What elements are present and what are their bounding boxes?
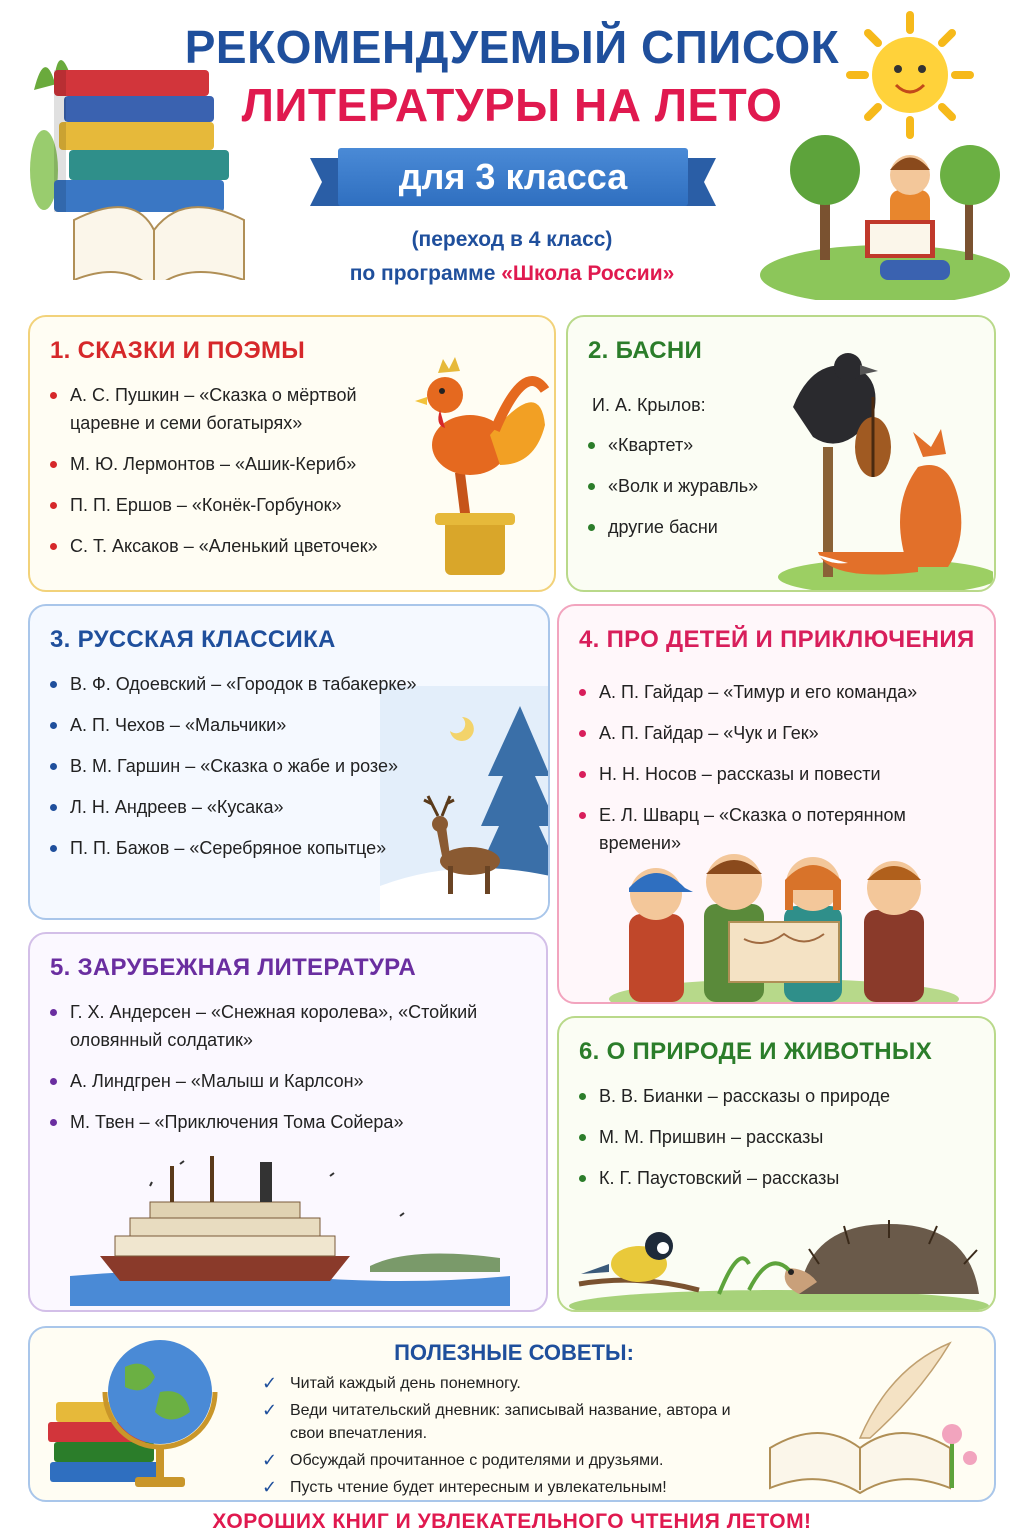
list-item: «Волк и журавль» (588, 472, 808, 500)
tip-text: Обсуждай прочитанное с родителями и друзьями. (290, 1452, 664, 1469)
checkmark-icon: ✓ (262, 1373, 278, 1393)
section-title: 5. ЗАРУБЕЖНАЯ ЛИТЕРАТУРА (50, 954, 417, 981)
section-fables (566, 315, 996, 592)
tips-title: ПОЛЕЗНЫЕ СОВЕТЫ: (394, 1340, 634, 1365)
checkmark-icon: ✓ (262, 1477, 278, 1497)
book-list (579, 1082, 979, 1205)
list-item: Е. Л. Шварц – «Сказка о потерянном времени» (579, 801, 969, 857)
book-list (588, 431, 808, 554)
section-title: 1. СКАЗКИ И ПОЭМЫ (50, 337, 306, 364)
section-foreign-literature (28, 932, 548, 1312)
titmouse-and-hedgehog-illustration (569, 1194, 989, 1310)
list-item: А. Линдгрен – «Малыш и Карлсон» (50, 1067, 510, 1095)
book-list (50, 381, 410, 573)
program-name: «Школа России» (501, 262, 675, 285)
tips-list (258, 1372, 758, 1502)
list-item: Л. Н. Андреев – «Кусака» (50, 793, 480, 821)
list-item: В. М. Гаршин – «Сказка о жабе и розе» (50, 752, 480, 780)
book-list (50, 998, 510, 1149)
steamboat-illustration (70, 1156, 510, 1306)
tip-text: Пусть чтение будет интересным и увлекательным! (290, 1479, 667, 1496)
list-item: «Квартет» (588, 431, 808, 459)
grade-ribbon: для 3 класса (338, 148, 688, 206)
tip-item (258, 1476, 758, 1499)
section-russian-classics (28, 604, 550, 920)
tip-item (258, 1372, 758, 1395)
section-title: 6. О ПРИРОДЕ И ЖИВОТНЫХ (579, 1038, 933, 1065)
list-item: П. П. Ершов – «Конёк-Горбунок» (50, 491, 410, 519)
page-title-line1: РЕКОМЕНДУЕМЫЙ СПИСОК (184, 21, 840, 73)
list-item: В. Ф. Одоевский – «Городок в табакерке» (50, 670, 480, 698)
list-item: Г. Х. Андерсен – «Снежная королева», «Стойкий оловянный солдатик» (50, 998, 510, 1054)
checkmark-icon: ✓ (262, 1450, 278, 1470)
list-item: А. П. Гайдар – «Чук и Гек» (579, 719, 969, 747)
tip-item (258, 1449, 758, 1472)
golden-rooster-illustration (400, 335, 550, 585)
list-item: Н. Н. Носов – рассказы и повести (579, 760, 969, 788)
tip-text: Читай каждый день понемногу. (290, 1375, 521, 1392)
list-item: А. П. Чехов – «Мальчики» (50, 711, 480, 739)
list-item: А. П. Гайдар – «Тимур и его команда» (579, 678, 969, 706)
list-item: С. Т. Аксаков – «Аленький цветочек» (50, 532, 410, 560)
list-item: другие басни (588, 513, 808, 541)
list-item: А. С. Пушкин – «Сказка о мёртвой царевне и семи богатырях» (50, 381, 410, 437)
list-item: М. Ю. Лермонтов – «Ашик-Кериб» (50, 450, 410, 478)
fables-author: И. А. Крылов: (592, 395, 706, 415)
section-title: 3. РУССКАЯ КЛАССИКА (50, 626, 336, 653)
list-item: К. Г. Паустовский – рассказы (579, 1164, 979, 1192)
list-item: М. М. Пришвин – рассказы (579, 1123, 979, 1151)
book-list (50, 670, 480, 875)
section-fairy-tales (28, 315, 556, 592)
section-nature-animals (557, 1016, 996, 1312)
children-with-map-illustration (609, 844, 959, 1002)
section-title: 2. БАСНИ (588, 337, 703, 364)
page-title-line2: ЛИТЕРАТУРЫ НА ЛЕТО (241, 79, 783, 131)
section-title: 4. ПРО ДЕТЕЙ И ПРИКЛЮЧЕНИЯ (579, 626, 975, 653)
tip-text: Веди читательский дневник: записывай название, автора и свои впечатления. (290, 1402, 731, 1442)
tip-item (258, 1399, 758, 1445)
checkmark-icon: ✓ (262, 1400, 278, 1420)
footer-wish: ХОРОШИХ КНИГ И УВЛЕКАТЕЛЬНОГО ЧТЕНИЯ ЛЕТОМ! (212, 1510, 812, 1533)
list-item: В. В. Бианки – рассказы о природе (579, 1082, 979, 1110)
book-list (579, 678, 969, 870)
poster-header (0, 0, 1024, 300)
transition-note: (переход в 4 класс) (411, 228, 613, 251)
section-kids-adventures (557, 604, 996, 1004)
list-item: П. П. Бажов – «Серебряное копытце» (50, 834, 480, 862)
program-prefix: по программе (349, 262, 502, 285)
crow-and-fox-illustration (778, 337, 993, 592)
sun-and-reading-boy-illustration (760, 10, 1010, 300)
list-item: М. Твен – «Приключения Тома Сойера» (50, 1108, 510, 1136)
useful-tips (28, 1326, 996, 1502)
open-book-feather-illustration (750, 1338, 990, 1498)
